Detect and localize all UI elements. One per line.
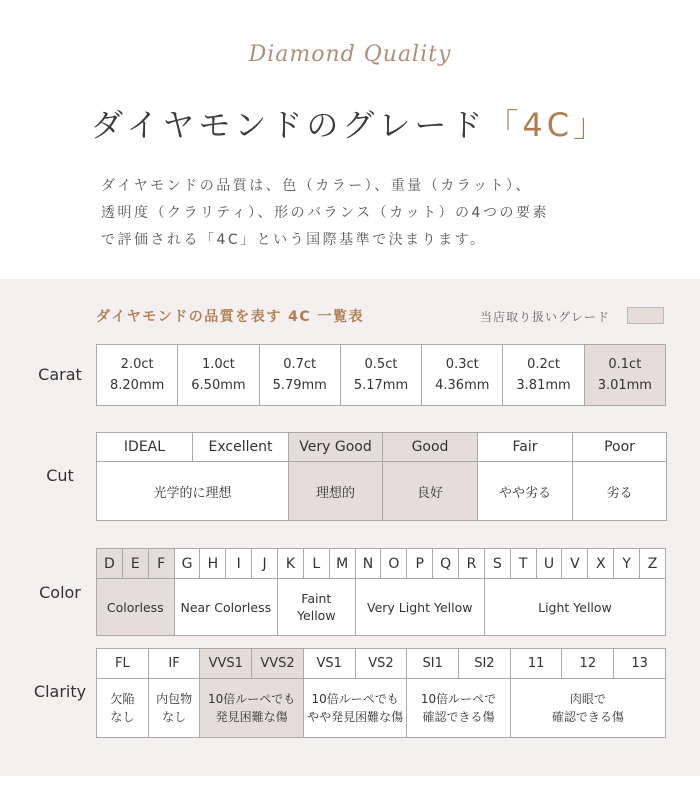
color-grade: V	[562, 549, 588, 579]
clarity-grade: FL	[97, 649, 149, 679]
color-grade: M	[329, 549, 355, 579]
cut-desc-row	[97, 462, 667, 521]
carat-cell	[97, 345, 178, 406]
color-grade-highlighted: F	[148, 549, 174, 579]
color-grade: L	[303, 549, 329, 579]
clarity-description	[510, 679, 665, 738]
color-grade-highlighted: E	[122, 549, 148, 579]
color-group	[484, 579, 665, 636]
cut-grade: Poor	[573, 433, 667, 462]
color-label: Color	[39, 583, 81, 602]
carat-weight: 0.2ct	[527, 357, 560, 372]
cut-description: 劣る	[573, 462, 667, 521]
carat-size: 4.36mm	[435, 378, 490, 393]
color-group-row	[97, 579, 666, 636]
intro-line: ダイヤモンドの品質は、色（カラー）、重量（カラット）、	[101, 178, 532, 194]
color-grade: R	[459, 549, 485, 579]
carat-size: 6.50mm	[191, 378, 246, 393]
cut-grade-highlighted: Good	[383, 433, 478, 462]
cut-description-highlighted: 理想的	[289, 462, 383, 521]
carat-cell	[340, 345, 421, 406]
clarity-grade: 11	[510, 649, 562, 679]
carat-size: 5.79mm	[272, 378, 327, 393]
cut-description: 光学的に理想	[97, 462, 289, 521]
color-grade: J	[252, 549, 278, 579]
color-grade: N	[355, 549, 381, 579]
carat-cell-highlighted	[584, 345, 665, 406]
intro-line: 透明度（クラリティ）、形のバランス（カット）の4つの要素	[101, 205, 549, 221]
carat-size: 8.20mm	[110, 378, 165, 393]
carat-weight: 1.0ct	[201, 357, 235, 372]
color-grade: X	[588, 549, 614, 579]
cut-grade-highlighted: Very Good	[289, 433, 383, 462]
color-grade: I	[226, 549, 252, 579]
color-grade: Q	[433, 549, 459, 579]
carat-weight: 0.1ct	[608, 357, 642, 372]
carat-cell	[503, 345, 584, 406]
color-group-line: Near Colorless	[180, 599, 272, 615]
clarity-grade: VS2	[355, 649, 407, 679]
clarity-desc-row	[97, 679, 666, 738]
cut-grade-row	[97, 433, 667, 462]
color-grade: Z	[640, 549, 666, 579]
clarity-desc-line: 肉眼で	[569, 692, 606, 706]
color-group-line: Colorless	[106, 599, 164, 615]
clarity-desc-line: 10倍ルーペで	[420, 692, 497, 706]
carat-weight: 0.7ct	[283, 357, 317, 372]
carat-cell	[422, 345, 503, 406]
carat-size: 3.81mm	[516, 378, 571, 393]
cut-label: Cut	[46, 466, 74, 485]
page-title-accent: 「4C」	[486, 106, 610, 144]
clarity-description-highlighted	[200, 679, 303, 738]
script-title: Diamond Quality	[248, 42, 452, 67]
carat-size: 3.01mm	[597, 378, 652, 393]
clarity-grade: SI2	[459, 649, 511, 679]
clarity-desc-line: 発見困難な傷	[215, 710, 288, 724]
color-grade-row	[97, 549, 666, 579]
cut-grade: Excellent	[193, 433, 289, 462]
clarity-desc-line: 確認できる傷	[551, 710, 624, 724]
clarity-label: Clarity	[33, 682, 87, 701]
color-grade: S	[484, 549, 510, 579]
color-grade: T	[510, 549, 536, 579]
color-grade: O	[381, 549, 407, 579]
carat-cell	[178, 345, 259, 406]
carat-weight: 2.0ct	[120, 357, 154, 372]
legend-swatch	[627, 307, 664, 324]
clarity-description	[303, 679, 406, 738]
clarity-table	[96, 648, 666, 738]
color-table	[96, 548, 666, 636]
cut-description: やや劣る	[478, 462, 573, 521]
color-group-line: Very Light Yellow	[367, 599, 473, 615]
color-group	[278, 579, 356, 636]
carat-weight: 0.5ct	[364, 357, 398, 372]
cut-grade: IDEAL	[97, 433, 193, 462]
clarity-desc-line: やや発見困難な傷	[307, 710, 404, 724]
clarity-description	[148, 679, 200, 738]
clarity-desc-line: 欠陥	[110, 692, 135, 706]
clarity-grade: 13	[614, 649, 666, 679]
cut-description-highlighted: 良好	[383, 462, 478, 521]
clarity-grade-highlighted: VVS2	[252, 649, 304, 679]
color-group-line: Faint	[301, 591, 332, 606]
clarity-grade: VS1	[303, 649, 355, 679]
page-title	[0, 100, 700, 146]
carat-label: Carat	[38, 365, 82, 384]
clarity-grade-highlighted: VVS1	[200, 649, 252, 679]
color-group-highlighted	[97, 579, 175, 636]
clarity-desc-line: なし	[110, 710, 135, 724]
color-group-line: Light Yellow	[538, 599, 612, 615]
color-group	[355, 579, 484, 636]
intro-text	[101, 173, 621, 254]
clarity-desc-line: 内包物	[156, 692, 193, 706]
clarity-grade: 12	[562, 649, 614, 679]
intro-line: で評価される「4C」という国際基準で決まります。	[101, 232, 487, 248]
color-group-line: Yellow	[297, 608, 336, 623]
clarity-desc-line: なし	[162, 710, 187, 724]
carat-cell	[259, 345, 340, 406]
clarity-desc-line: 10倍ルーペでも	[208, 692, 296, 706]
color-group	[174, 579, 277, 636]
carat-weight: 0.3ct	[445, 357, 479, 372]
cut-table	[96, 432, 667, 521]
color-grade-highlighted: D	[97, 549, 123, 579]
color-grade: P	[407, 549, 433, 579]
carat-size: 5.17mm	[353, 378, 409, 393]
color-grade: H	[200, 549, 226, 579]
carat-table	[96, 344, 666, 406]
carat-row	[97, 345, 666, 406]
legend-label: 当店取り扱いグレード	[480, 310, 611, 324]
page-title-main: ダイヤモンドのグレード	[90, 106, 487, 144]
clarity-desc-line: 確認できる傷	[422, 710, 495, 724]
clarity-grade: SI1	[407, 649, 459, 679]
color-grade: G	[174, 549, 200, 579]
clarity-grade: IF	[148, 649, 200, 679]
table-title: ダイヤモンドの品質を表す 4C 一覧表	[96, 309, 364, 325]
clarity-description	[407, 679, 510, 738]
cut-grade: Fair	[478, 433, 573, 462]
clarity-desc-line: 10倍ルーペでも	[311, 692, 399, 706]
clarity-grade-row	[97, 649, 666, 679]
color-grade: K	[278, 549, 304, 579]
color-grade: U	[536, 549, 562, 579]
color-grade: Y	[614, 549, 640, 579]
clarity-description	[97, 679, 149, 738]
